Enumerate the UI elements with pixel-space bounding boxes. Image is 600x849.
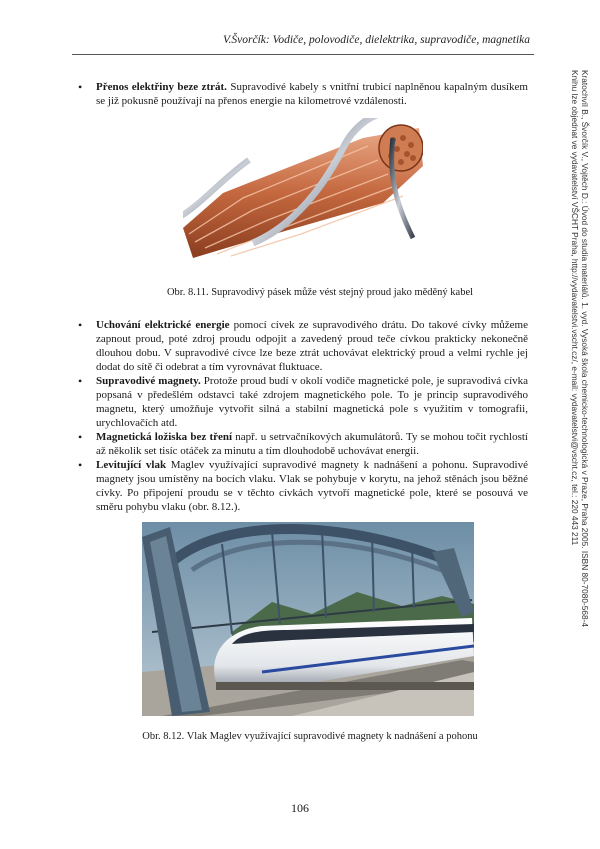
side-citation [570,70,590,627]
list-item-term: Levitující vlak [96,459,167,471]
list-item-term: Magnetická ložiska bez tření [96,431,233,443]
figure-caption-8-12: Obr. 8.12. Vlak Maglev využívající supravodivé magnety k nadnášení a pohonu [142,731,478,742]
header-rule [72,54,534,55]
maglev-figure [142,522,474,716]
maglev-illustration [142,522,474,716]
bullet-section-2 [78,318,528,514]
cable-figure [183,118,423,258]
list-item-term: Supravodivé magnety. [96,375,201,387]
list-item-term: Uchování elektrické energie [96,319,230,331]
list-item [78,318,528,374]
bullet-section-1 [78,80,528,108]
list-item [78,430,528,458]
list-item-text: Protože proud budí v okolí vodiče magnetické pole, je supravodivá cívka popsaná v předešlém odstavci také zdrojem magnetického pole. To je princip supravodivého magnetu, který umožňuje vytvořit silná a stabilní magnetická pole s využitím v tomografii, urychlovačích atd. [96,375,529,429]
page-number: 106 [291,801,309,815]
citation-line-2: Knihu lze objednat ve vydavatelství VŠCHT Praha, http://vydavatelstvi.vscht.cz/, e-mail: vydavatelstvi@vscht.cz, tel.: 220 443 211 [570,70,580,546]
list-item-text: např. u setrvačníkových akumulátorů. Ty se mohou točit rychlostí až několik set tisíc otáček za minutu a tím dlouhodobě uchovávat energii. [96,431,528,457]
list-item-text: Maglev využívající supravodivé magnety k nadnášení a pohonu. Supravodivé magnety jsou umístěny na bocích vlaku. Vlak se pohybuje v korytu, na jehož stěnách jsou běžné cívky. Po připojení proudu se v těchto cívkách vytvoří magnetické pole, které se posouvá ve směru pohybu vlaku (obr. 8.12.). [96,459,528,513]
list-item [78,458,528,514]
list-item [78,80,528,108]
list-item-text: Supravodivé kabely s vnitřní trubicí naplněnou kapalným dusíkem se již pokusně používají na přenos energie na kilometrové vzdálenosti. [96,81,528,107]
list-item [78,374,528,430]
running-header: V.Švorčík: Vodiče, polovodiče, dielektrika, supravodiče, magnetika [223,34,530,46]
list-item-term: Přenos elektřiny beze ztrát. [96,81,227,93]
cable-illustration [183,118,423,258]
citation-line-1: Kratochvíl B., Švorčík V., Vojtěch D.: Úvod do studia materiálů. 1. vyd. Vysoká škola chemicko-technologická v Praze, Praha 2005. ISBN 80-7080-568-4 [580,70,590,627]
figure-caption-8-11: Obr. 8.11. Supravodivý pásek může vést stejný proud jako měděný kabel [166,287,474,298]
list-item-text: pomocí cívek ze supravodivého drátu. Do takové cívky můžeme zapnout proud, poté zdroj proudu odpojit a zavedený proud teče cívkou prakticky nekonečně dlouhou dobu. V supravodivé cívce lze beze ztrát uchovávat elektrický proud a velmi rychle jej dodat do sítě či odebrat a tím vyrovnávat fluktuace. [96,319,528,373]
